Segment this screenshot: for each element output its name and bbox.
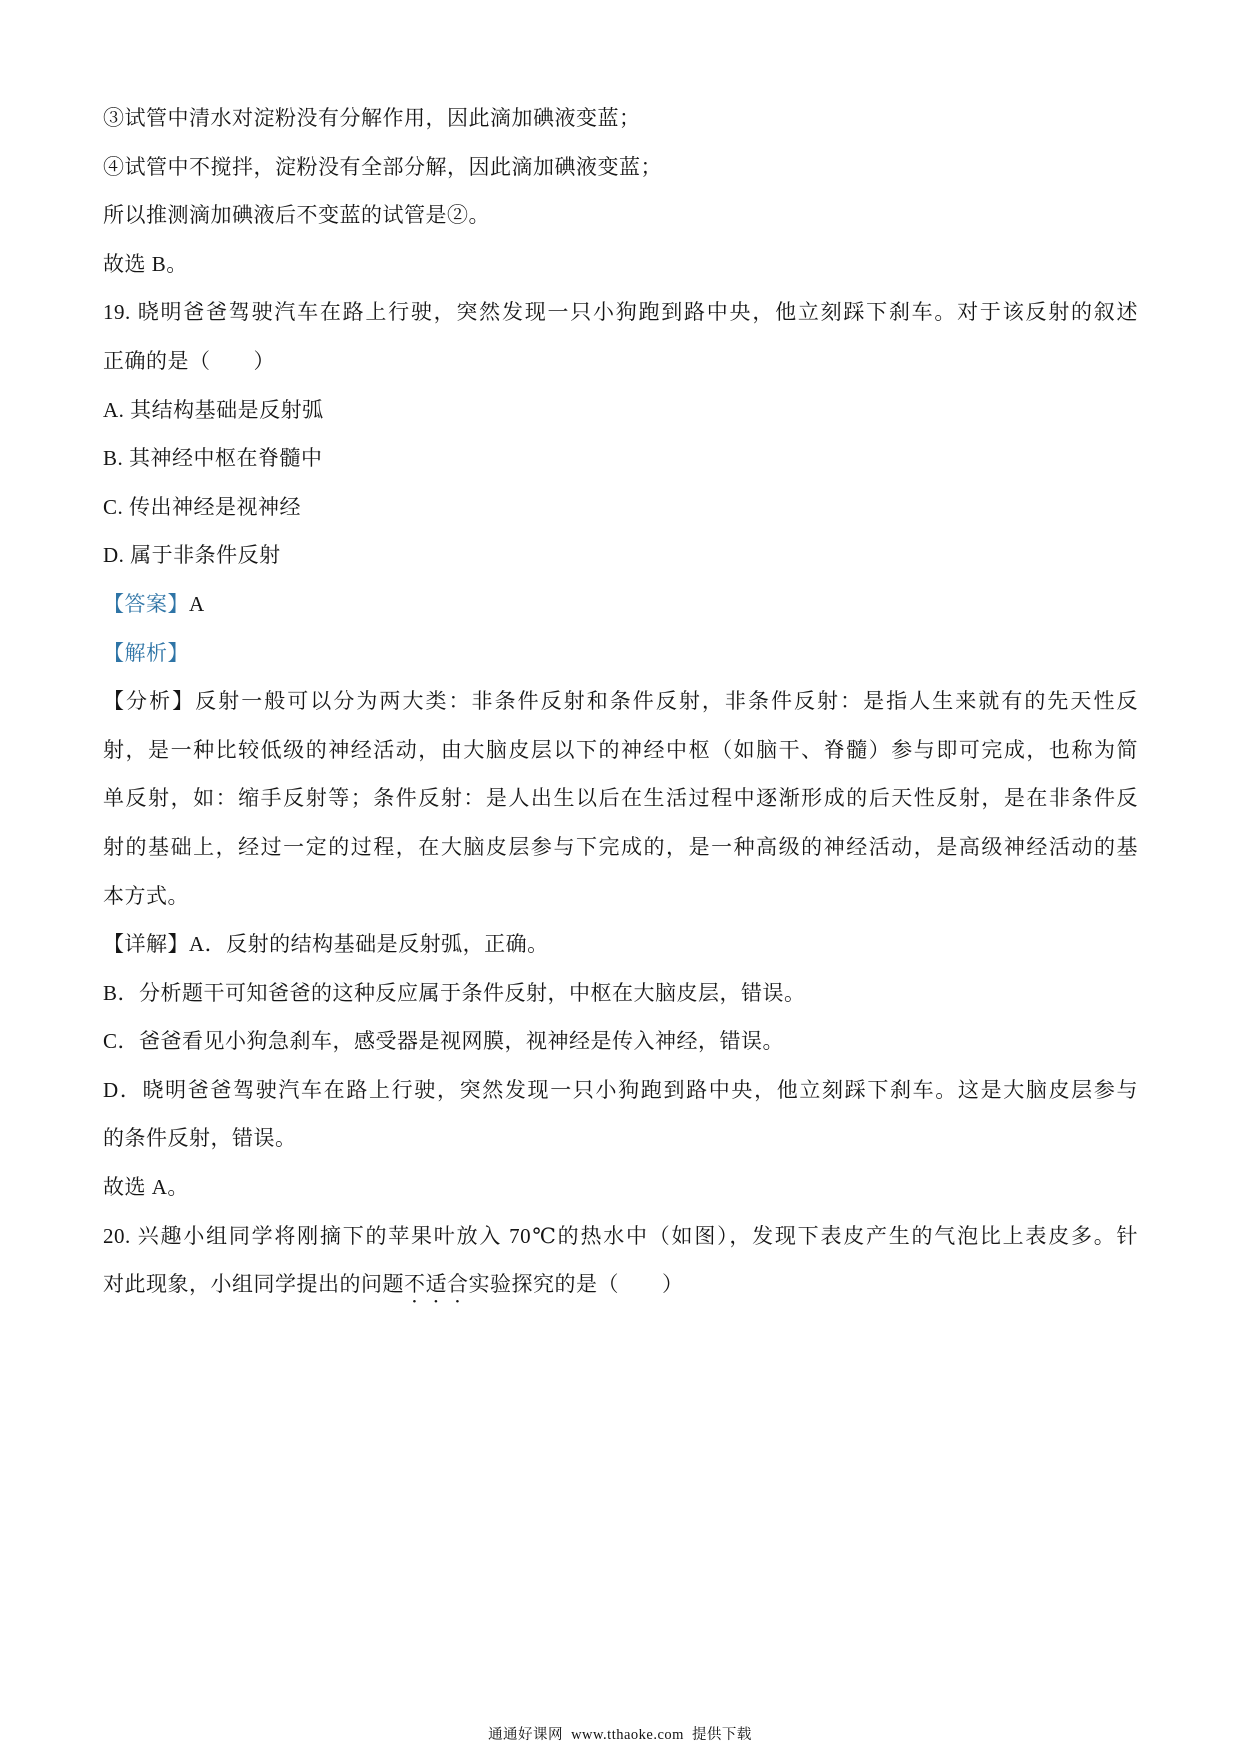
question-20-stem-line-1: 20. 兴趣小组同学将刚摘下的苹果叶放入 70℃的热水中（如图），发现下表皮产生的气泡比上表皮多。针 — [103, 1223, 1138, 1248]
text-line: ③试管中清水对淀粉没有分解作用，因此滴加碘液变蓝； — [103, 106, 641, 130]
analysis-line: 单反射，如：缩手反射等；条件反射：是人出生以后在生活过程中逐渐形成的后天性反射，是在非条件反 — [103, 786, 1138, 811]
footer-suffix: 提供下载 — [691, 1727, 752, 1743]
question-19-stem-line-2: 正确的是（ ） — [103, 348, 275, 373]
detail-line-a: 【详解】A．反射的结构基础是反射弧，正确。 — [103, 932, 549, 957]
conclusion-line-q18: 故选 B。 — [103, 251, 188, 276]
explanation-label: 【解析】 — [103, 640, 189, 665]
question-19-stem-line-1: 19. 晓明爸爸驾驶汽车在路上行驶，突然发现一只小狗跑到路中央，他立刻踩下刹车。对于该反射的叙述 — [103, 300, 1138, 325]
explanation-label-line — [103, 629, 1138, 678]
question-20-text-after: 实验探究的是（ ） — [468, 1272, 684, 1297]
text-line: 所以推测滴加碘液后不变蓝的试管是②。 — [103, 203, 490, 228]
question-20-text-before: 对此现象，小组同学提出的问题 — [103, 1272, 404, 1297]
analysis-line: 【分析】反射一般可以分为两大类：非条件反射和条件反射，非条件反射：是指人生来就有的先天性反 — [103, 689, 1138, 714]
question-20-stem-line-2 — [103, 1260, 1138, 1309]
footer-site-name: 通通好课网 — [488, 1727, 564, 1743]
analysis-line: 射的基础上，经过一定的过程，在大脑皮层参与下完成的，是一种高级的神经活动，是高级神经活动的基 — [103, 834, 1138, 859]
footer-url: www.tthaoke.com — [571, 1727, 684, 1743]
question-19-option-b: B. 其神经中枢在脊髓中 — [103, 446, 323, 471]
answer-label: 【答案】 — [103, 591, 189, 616]
analysis-line: 射，是一种比较低级的神经活动，由大脑皮层以下的神经中枢（如脑干、脊髓）参与即可完成，也称为简 — [103, 737, 1138, 762]
emphasized-text: 不适合 — [404, 1272, 469, 1297]
conclusion-line-q19: 故选 A。 — [103, 1175, 189, 1200]
answer-value: A — [189, 591, 205, 616]
detail-line-c: C．爸爸看见小狗急刹车，感受器是视网膜，视神经是传入神经，错误。 — [103, 1029, 785, 1054]
text-line: ④试管中不搅拌，淀粉没有全部分解，因此滴加碘液变蓝； — [103, 154, 662, 179]
analysis-line: 本方式。 — [103, 883, 189, 908]
answer-line — [103, 580, 1138, 629]
question-19-option-c: C. 传出神经是视神经 — [103, 494, 302, 519]
document-body — [103, 94, 1138, 1309]
question-19-option-a: A. 其结构基础是反射弧 — [103, 397, 324, 422]
page-footer — [0, 1724, 1240, 1746]
question-19-option-d: D. 属于非条件反射 — [103, 543, 281, 568]
detail-line-d-1: D．晓明爸爸驾驶汽车在路上行驶，突然发现一只小狗跑到路中央，他立刻踩下刹车。这是大脑皮层参与 — [103, 1077, 1138, 1102]
detail-line-b: B．分析题干可知爸爸的这种反应属于条件反射，中枢在大脑皮层，错误。 — [103, 980, 806, 1005]
detail-line-d-2: 的条件反射，错误。 — [103, 1126, 297, 1151]
